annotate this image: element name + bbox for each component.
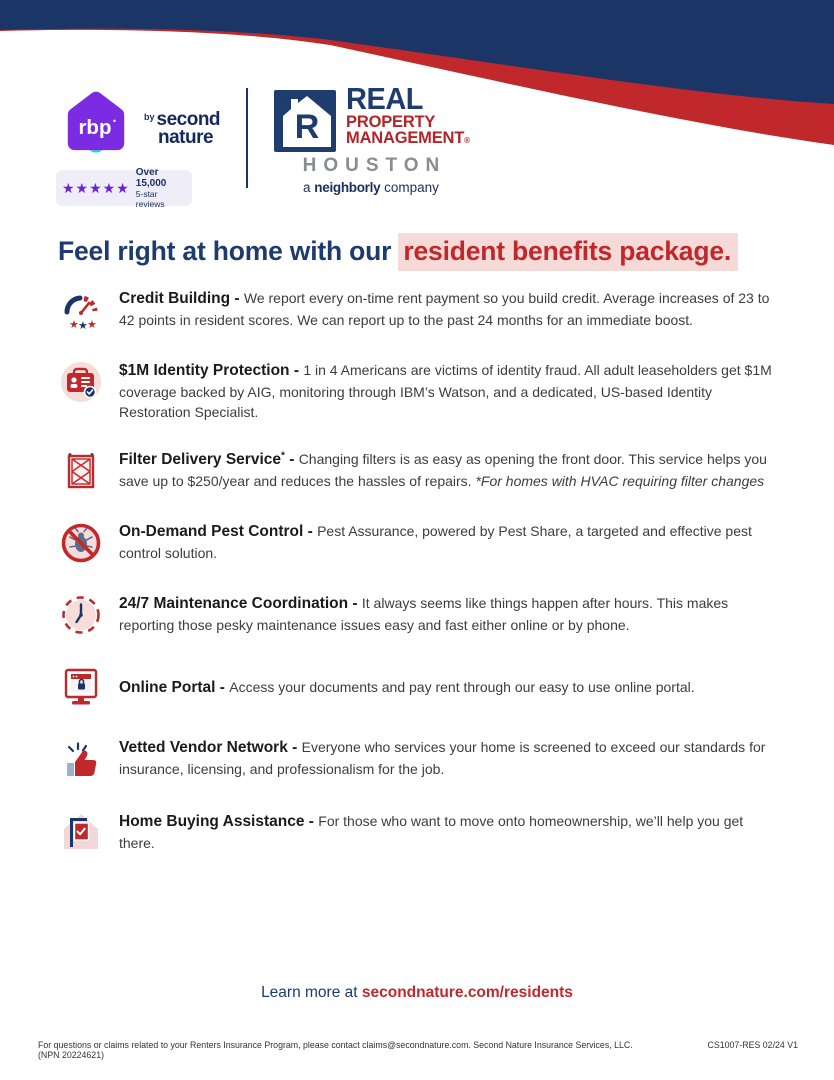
insurance-disclaimer: For questions or claims related to your Renters Insurance Program, please contact claims@secondnature.com. Second Nature Insurance Services, LLC. (NPN 20224621) <box>38 1040 633 1060</box>
page-title <box>58 236 798 267</box>
secondnature-residents-link[interactable]: secondnature.com/residents <box>361 984 573 1001</box>
list-item-online-portal: Online Portal - Access your documents and pay rent through our easy to use online portal. <box>58 664 780 710</box>
rpm-word-management: MANAGEMENT® <box>346 129 470 148</box>
filter-footnote: *For homes with HVAC requiring filter changes <box>475 473 765 490</box>
filter-delivery-icon <box>59 449 103 493</box>
reviews-count: Over 15,000 <box>135 166 167 190</box>
logo-divider <box>246 88 248 188</box>
maintenance-icon <box>59 593 103 637</box>
rpm-word-property: PROPERTY <box>346 112 436 131</box>
by-label: by <box>144 111 155 122</box>
by-second-nature-wordmark <box>144 108 221 148</box>
logo-band <box>56 82 470 209</box>
svg-text:★: ★ <box>78 320 88 332</box>
svg-text:★: ★ <box>87 319 97 331</box>
svg-text:★: ★ <box>69 319 79 331</box>
rpm-city-label: HOUSTON <box>302 155 447 176</box>
rpm-logo-block <box>272 82 470 195</box>
benefits-list <box>58 287 780 880</box>
neighborly-tagline: a neighborly company <box>303 180 439 195</box>
list-item-credit-building: ★ ★ ★ Credit Building - We report every on-time rent payment so you build credit. Average increases of 23 to 42 points in resident scores. We can report up to the past 24 months for an immediate boost. <box>58 287 780 333</box>
learn-more-line <box>0 984 834 1002</box>
document-code: CS1007-RES 02/24 V1 <box>707 1040 798 1050</box>
fine-print-row <box>38 1040 798 1060</box>
rpm-word-real: REAL <box>346 82 423 117</box>
registered-mark: ® <box>464 136 470 146</box>
list-item-filter-delivery: Filter Delivery Service* - Changing filters is as easy as opening the front door. This service helps you save up to $250/year and reduces the hassles of repairs. *For homes with HVAC requiring filter changes <box>58 448 780 494</box>
reviews-caption: 5-star reviews <box>135 188 165 209</box>
pest-control-icon <box>59 521 103 565</box>
list-item-pest-control: On-Demand Pest Control - Pest Assurance, powered by Pest Share, a targeted and effective pest control solution. <box>58 520 780 566</box>
credit-building-icon <box>59 288 103 332</box>
nature-word: nature <box>158 126 214 148</box>
headline-highlight: resident benefits package. <box>398 233 738 271</box>
list-item-vendor-network: Vetted Vendor Network - Everyone who services your home is screened to exceed our standards for insurance, licensing, and professionalism for the job. <box>58 736 780 782</box>
home-buying-icon <box>59 809 103 853</box>
list-item-home-buying: Home Buying Assistance - For those who want to move onto homeownership, we’ll help you get there. <box>58 808 780 854</box>
second-word: second <box>156 108 221 130</box>
list-item-maintenance: 24/7 Maintenance Coordination - It always seems like things happen after hours. This makes reporting those pesky maintenance issues easy and fast either online or by phone. <box>58 592 780 638</box>
online-portal-icon <box>59 665 103 709</box>
rbp-logo-block <box>56 86 221 209</box>
list-item-identity-protection: $1M Identity Protection - 1 in 4 Americans are victims of identity fraud. All adult leaseholders get $1M coverage backed by AIG, monitoring through IBM’s Watson, and a dedicated, US-based Identity Restoration Specialist. <box>58 359 780 422</box>
headline-prefix: Feel right at home with our <box>58 236 399 266</box>
reviews-badge <box>56 166 192 209</box>
vendor-network-icon <box>59 737 103 781</box>
identity-protection-icon <box>59 360 103 404</box>
rpm-house-icon <box>272 88 338 154</box>
svg-text:rbp: rbp <box>78 116 112 140</box>
five-stars-icon: ★★★★★ <box>62 180 130 196</box>
learn-more-prefix: Learn more at <box>261 984 362 1001</box>
rbp-logo-icon <box>56 86 136 166</box>
svg-text:R: R <box>294 108 320 146</box>
